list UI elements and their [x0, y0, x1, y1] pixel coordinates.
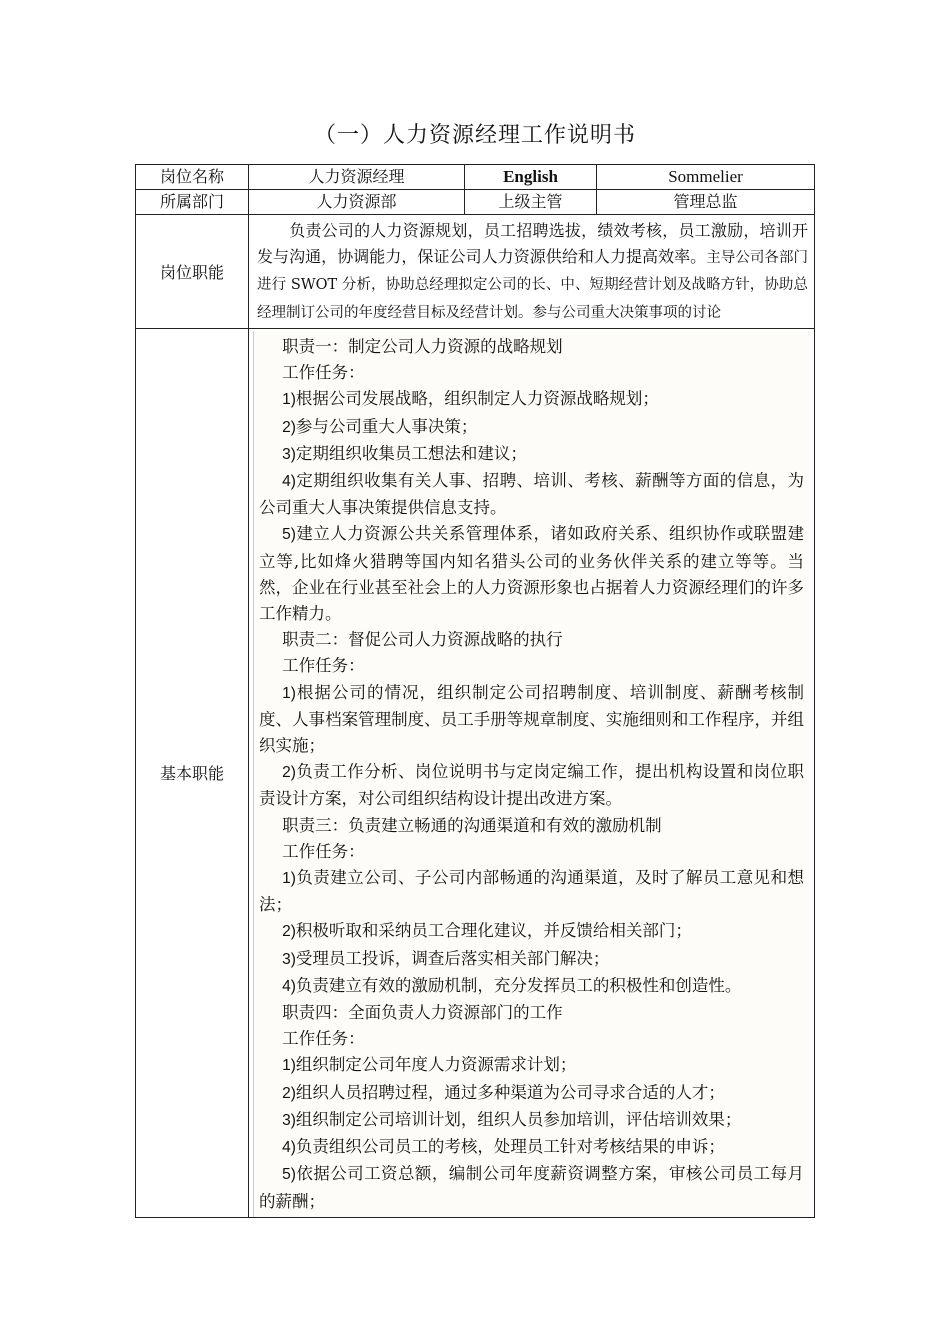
duty-line: [259, 839, 804, 865]
duty-text: 职责一：制定公司人力资源的战略规划: [282, 337, 563, 356]
duty-number: 3): [282, 445, 296, 463]
duty-line: [259, 918, 804, 945]
duty-text: 职责二：督促公司人力资源战略的执行: [282, 630, 563, 650]
duty-text: 负责工作分析、岗位说明书与定岗定编工作，提出机构设置和岗位职责设计方案，对公司组织结构设计提出改进方案。: [259, 762, 804, 809]
duty-number: 5): [282, 526, 296, 544]
label-position-name: 岗位名称: [136, 165, 249, 190]
duty-text: 工作任务：: [282, 1029, 365, 1049]
duty-text: 参与公司重大人事决策；: [295, 416, 478, 436]
duty-number: 1): [282, 1057, 296, 1075]
duty-number: 3): [282, 950, 296, 968]
duty-text: 组织制定公司年度人力资源需求计划；: [295, 1055, 577, 1075]
duty-text: 工作任务：: [282, 841, 365, 861]
label-supervisor: 上级主管: [465, 190, 597, 215]
function-text-main: 负责公司的人力资源规划，员工招聘选拔，绩效考核，员工激励，培训开发与沟通，协调能力，保证公司人力资源供给和人力提高效率。: [257, 221, 808, 266]
duty-line: [259, 1000, 804, 1026]
duty-line: [259, 759, 804, 812]
duty-line: [259, 1080, 804, 1107]
duty-line: [259, 680, 804, 760]
duty-number: 1): [282, 870, 296, 888]
row-basic-duties: [136, 329, 815, 1218]
duty-line: [259, 813, 804, 839]
duty-text: 组织制定公司培训计划，组织人员参加培训，评估培训效果；: [295, 1109, 742, 1129]
duty-number: 2): [282, 764, 296, 782]
duty-text: 负责组织公司员工的考核，处理员工针对考核结果的申诉；: [295, 1137, 725, 1157]
duty-text: 组织人员招聘过程，通过多种渠道为公司寻求合适的人才；: [295, 1082, 725, 1102]
function-text-detail: 主导公司各部门进行 SWOT 分析，协助总经理拟定公司的长、中、短期经营计划及战略方针，协助总经理制订公司的年度经营目标及经营计划。参与公司重大决策事项的讨论: [257, 249, 808, 321]
value-department: 人力资源部: [249, 190, 465, 215]
duty-number: 4): [282, 1139, 296, 1157]
duty-text: 定期组织收集有关人事、招聘、培训、考核、薪酬等方面的信息，为公司重大人事决策提供信息支持。: [259, 471, 804, 518]
duty-text: 根据公司的情况，组织制定公司招聘制度、培训制度、薪酬考核制度、人事档案管理制度、员工手册等规章制度、实施细则和工作程序，并组织实施；: [259, 682, 804, 756]
label-english: English: [465, 165, 597, 190]
label-position-function: 岗位职能: [136, 215, 249, 329]
duty-line: [259, 1161, 804, 1214]
duty-text: 建立人力资源公共关系管理体系，诸如政府关系、组织协作或联盟建立等,比如烽火猎聘等国内知名猎头公司的业务伙伴关系的建立等等。当然，企业在行业甚至社会上的人力资源形象也占据着人力资源经理们的许多工作精力。: [259, 524, 804, 624]
duty-line: [259, 1052, 804, 1079]
duty-number: 4): [282, 977, 296, 995]
label-department: 所属部门: [136, 190, 249, 215]
duty-line: [259, 973, 804, 1000]
duty-line: [259, 1107, 804, 1134]
duty-number: 4): [282, 473, 296, 491]
duty-text: 职责四：全面负责人力资源部门的工作: [282, 1003, 563, 1023]
duty-line: [259, 414, 804, 441]
duty-number: 1): [282, 684, 296, 702]
duty-line: [259, 1026, 804, 1052]
label-basic-duties: 基本职能: [136, 329, 249, 1218]
duty-line: [259, 441, 804, 468]
basic-duties-list: [253, 331, 810, 1217]
row-position-name: [136, 165, 815, 190]
job-description-table: [135, 164, 815, 1218]
duty-line: [259, 1134, 804, 1161]
duty-line: [259, 360, 804, 386]
duty-line: [259, 653, 804, 679]
duty-text: 根据公司发展战略，组织制定人力资源战略规划；: [295, 389, 659, 409]
duty-number: 2): [282, 1084, 296, 1102]
value-position-name: 人力资源经理: [249, 165, 465, 190]
document-title: （一）人力资源经理工作说明书: [313, 123, 636, 148]
duty-number: 3): [282, 1111, 296, 1129]
duty-text: 受理员工投诉，调查后落实相关部门解决；: [295, 948, 610, 968]
duty-text: 积极听取和采纳员工合理化建议，并反馈给相关部门；: [295, 921, 692, 941]
duty-line: [259, 865, 804, 918]
duty-text: 工作任务：: [282, 656, 365, 676]
row-position-function: [136, 215, 815, 329]
duty-text: 依据公司工资总额，编制公司年度薪资调整方案，审核公司员工每月的薪酬；: [259, 1164, 804, 1211]
value-supervisor: 管理总监: [597, 190, 815, 215]
duty-number: 1): [282, 391, 296, 409]
position-function-text: [249, 215, 815, 329]
duty-line: [259, 386, 804, 413]
duty-text: 定期组织收集员工想法和建议；: [295, 443, 527, 463]
duty-number: 2): [282, 923, 296, 941]
duty-text: 负责建立公司、子公司内部畅通的沟通渠道，及时了解员工意见和想法；: [259, 868, 804, 915]
basic-duties-cell: [249, 329, 815, 1218]
duty-line: [259, 468, 804, 521]
duty-text: 负责建立有效的激励机制，充分发挥员工的积极性和创造性。: [295, 975, 742, 995]
duty-text: 工作任务：: [282, 363, 365, 383]
duty-line: [259, 946, 804, 973]
duty-line: [259, 627, 804, 653]
duty-line: [259, 334, 804, 360]
duty-line: [259, 521, 804, 627]
duty-number: 2): [282, 418, 296, 436]
duty-number: 5): [282, 1166, 296, 1184]
duty-text: 职责三：负责建立畅通的沟通渠道和有效的激励机制: [282, 815, 662, 835]
value-english: Sommelier: [597, 165, 815, 190]
row-department: [136, 190, 815, 215]
